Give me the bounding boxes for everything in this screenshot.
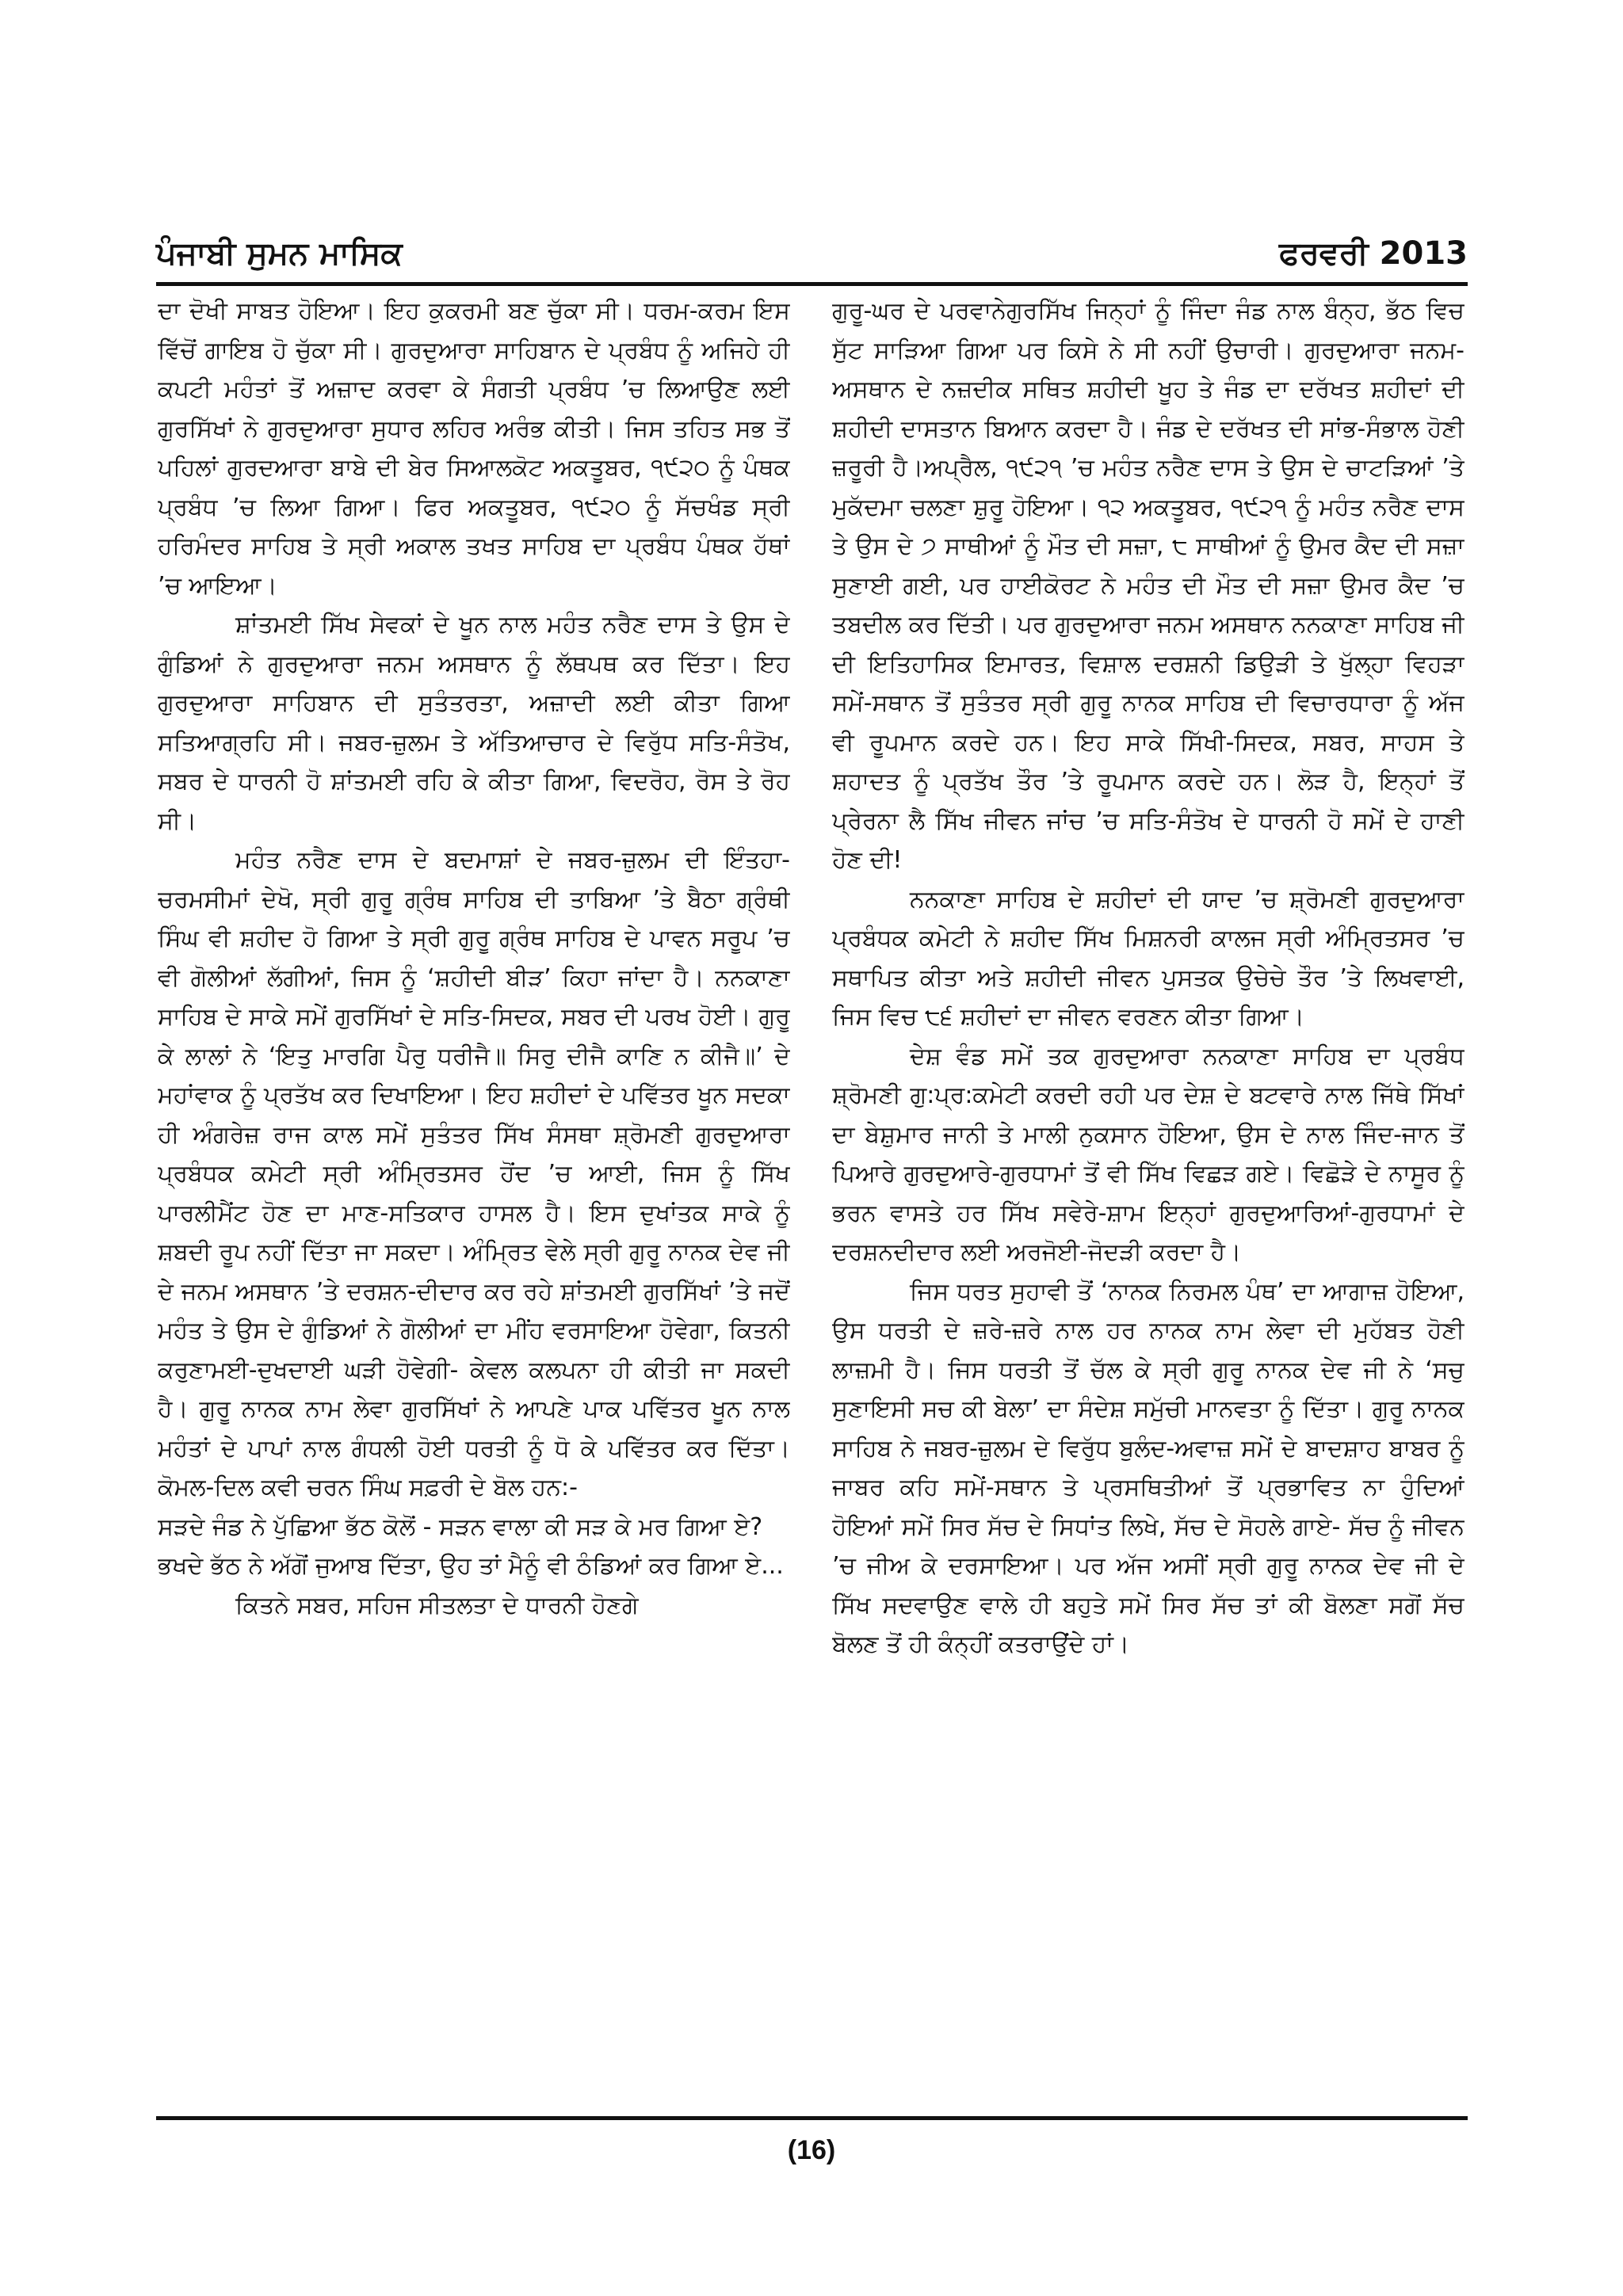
header-rule (156, 282, 1468, 286)
publication-title: ਪੰਜਾਬੀ ਸੁਮਨ ਮਾਸਿਕ (156, 235, 403, 272)
issue-date: ਫਰਵਰੀ 2013 (1278, 235, 1468, 272)
page-header (156, 230, 1468, 277)
paragraph: ਨਨਕਾਣਾ ਸਾਹਿਬ ਦੇ ਸ਼ਹੀਦਾਂ ਦੀ ਯਾਦ ’ਚ ਸ਼੍ਰੋਮਣੀ ਗੁਰਦੁਆਰਾ ਪ੍ਰਬੰਧਕ ਕਮੇਟੀ ਨੇ ਸ਼ਹੀਦ ਸਿੱਖ ਮਿਸ਼ਨਰੀ ਕਾਲਜ ਸ੍ਰੀ ਅੰਮ੍ਰਿਤਸਰ ’ਚ ਸਥਾਪਿਤ ਕੀਤਾ ਅਤੇ ਸ਼ਹੀਦੀ ਜੀਵਨ ਪੁਸਤਕ ਉਚੇਚੇ ਤੌਰ ’ਤੇ ਲਿਖਵਾਈ, ਜਿਸ ਵਿਚ ੮੬ ਸ਼ਹੀਦਾਂ ਦਾ ਜੀਵਨ ਵਰਣਨ ਕੀਤਾ ਗਿਆ। (832, 885, 1465, 1031)
page-number: (16) (787, 2135, 836, 2165)
paragraph: ਗੁਰੂ-ਘਰ ਦੇ ਪਰਵਾਨੇਗੁਰਸਿੱਖ ਜਿਨ੍ਹਾਂ ਨੂੰ ਜਿੰਦਾ ਜੰਡ ਨਾਲ ਬੰਨ੍ਹ, ਭੱਠ ਵਿਚ ਸੁੱਟ ਸਾੜਿਆ ਗਿਆ ਪਰ ਕਿਸੇ ਨੇ ਸੀ ਨਹੀਂ ਉਚਾਰੀ। ਗੁਰਦੁਆਰਾ ਜਨਮ-ਅਸਥਾਨ ਦੇ ਨਜ਼ਦੀਕ ਸਥਿਤ ਸ਼ਹੀਦੀ ਖੂਹ ਤੇ ਜੰਡ ਦਾ ਦਰੱਖਤ ਸ਼ਹੀਦਾਂ ਦੀ ਸ਼ਹੀਦੀ ਦਾਸਤਾਨ ਬਿਆਨ ਕਰਦਾ ਹੈ। ਜੰਡ ਦੇ ਦਰੱਖਤ ਦੀ ਸਾਂਭ-ਸੰਭਾਲ ਹੋਣੀ ਜ਼ਰੂਰੀ ਹੈ।ਅਪ੍ਰੈਲ, ੧੯੨੧ ’ਚ ਮਹੰਤ ਨਰੈਣ ਦਾਸ ਤੇ ਉਸ ਦੇ ਚਾਟੜਿਆਂ ’ਤੇ ਮੁਕੱਦਮਾ ਚਲਣਾ ਸ਼ੁਰੂ ਹੋਇਆ। ੧੨ ਅਕਤੂਬਰ, ੧੯੨੧ ਨੂੰ ਮਹੰਤ ਨਰੈਣ ਦਾਸ ਤੇ ਉਸ ਦੇ ੭ ਸਾਥੀਆਂ ਨੂੰ ਮੌਤ ਦੀ ਸਜ਼ਾ, ੮ ਸਾਥੀਆਂ ਨੂੰ ਉਮਰ ਕੈਦ ਦੀ ਸਜ਼ਾ ਸੁਣਾਈ ਗਈ, ਪਰ ਹਾਈਕੋਰਟ ਨੇ ਮਹੰਤ ਦੀ ਮੌਤ ਦੀ ਸਜ਼ਾ ਉਮਰ ਕੈਦ ’ਚ ਤਬਦੀਲ ਕਰ ਦਿੱਤੀ। ਪਰ ਗੁਰਦੁਆਰਾ ਜਨਮ ਅਸਥਾਨ ਨਨਕਾਣਾ ਸਾਹਿਬ ਜੀ ਦੀ ਇਤਿਹਾਸਿਕ ਇਮਾਰਤ, ਵਿਸ਼ਾਲ ਦਰਸ਼ਨੀ ਡਿਉੜੀ ਤੇ ਖੁੱਲ੍ਹਾ ਵਿਹੜਾ ਸਮੇਂ-ਸਥਾਨ ਤੋਂ ਸੁਤੰਤਰ ਸ੍ਰੀ ਗੁਰੂ ਨਾਨਕ ਸਾਹਿਬ ਦੀ ਵਿਚਾਰਧਾਰਾ ਨੂੰ ਅੱਜ ਵੀ ਰੂਪਮਾਨ ਕਰਦੇ ਹਨ। ਇਹ ਸਾਕੇ ਸਿੱਖੀ-ਸਿਦਕ, ਸਬਰ, ਸਾਹਸ ਤੇ ਸ਼ਹਾਦਤ ਨੂੰ ਪ੍ਰਤੱਖ ਤੌਰ ’ਤੇ ਰੂਪਮਾਨ ਕਰਦੇ ਹਨ। ਲੋੜ ਹੈ, ਇਨ੍ਹਾਂ ਤੋਂ ਪ੍ਰੇਰਨਾ ਲੈ ਸਿੱਖ ਜੀਵਨ ਜਾਂਚ ’ਚ ਸਤਿ-ਸੰਤੋਖ ਦੇ ਧਾਰਨੀ ਹੋ ਸਮੇਂ ਦੇ ਹਾਣੀ ਹੋਣ ਦੀ! (832, 297, 1465, 874)
paragraph: ਸ਼ਾਂਤਮਈ ਸਿੱਖ ਸੇਵਕਾਂ ਦੇ ਖੂਨ ਨਾਲ ਮਹੰਤ ਨਰੈਣ ਦਾਸ ਤੇ ਉਸ ਦੇ ਗੁੰਡਿਆਂ ਨੇ ਗੁਰਦੁਆਰਾ ਜਨਮ ਅਸਥਾਨ ਨੂੰ ਲੱਥਪਥ ਕਰ ਦਿੱਤਾ। ਇਹ ਗੁਰਦੁਆਰਾ ਸਾਹਿਬਾਨ ਦੀ ਸੁਤੰਤਰਤਾ, ਅਜ਼ਾਦੀ ਲਈ ਕੀਤਾ ਗਿਆ ਸਤਿਆਗ੍ਰਹਿ ਸੀ। ਜਬਰ-ਜ਼ੁਲਮ ਤੇ ਅੱਤਿਆਚਾਰ ਦੇ ਵਿਰੁੱਧ ਸਤਿ-ਸੰਤੋਖ, ਸਬਰ ਦੇ ਧਾਰਨੀ ਹੋ ਸ਼ਾਂਤਮਈ ਰਹਿ ਕੇ ਕੀਤਾ ਗਿਆ, ਵਿਦਰੋਹ, ਰੋਸ ਤੇ ਰੋਹ ਸੀ। (158, 611, 790, 835)
paragraph: ਕਿਤਨੇ ਸਬਰ, ਸਹਿਜ ਸੀਤਲਤਾ ਦੇ ਧਾਰਨੀ ਹੋਣਗੇ (235, 1591, 639, 1619)
footer-rule (156, 2116, 1468, 2120)
paragraph: ਦਾ ਦੋਖੀ ਸਾਬਤ ਹੋਇਆ। ਇਹ ਕੁਕਰਮੀ ਬਣ ਚੁੱਕਾ ਸੀ। ਧਰਮ-ਕਰਮ ਇਸ ਵਿੱਚੋਂ ਗਾਇਬ ਹੋ ਚੁੱਕਾ ਸੀ। ਗੁਰਦੁਆਰਾ ਸਾਹਿਬਾਨ ਦੇ ਪ੍ਰਬੰਧ ਨੂੰ ਅਜਿਹੇ ਹੀ ਕਪਟੀ ਮਹੰਤਾਂ ਤੋਂ ਅਜ਼ਾਦ ਕਰਵਾ ਕੇ ਸੰਗਤੀ ਪ੍ਰਬੰਧ ’ਚ ਲਿਆਉਣ ਲਈ ਗੁਰਸਿੱਖਾਂ ਨੇ ਗੁਰਦੁਆਰਾ ਸੁਧਾਰ ਲਹਿਰ ਅਰੰਭ ਕੀਤੀ। ਜਿਸ ਤਹਿਤ ਸਭ ਤੋਂ ਪਹਿਲਾਂ ਗੁਰਦਆਰਾ ਬਾਬੇ ਦੀ ਬੇਰ ਸਿਆਲਕੋਟ ਅਕਤੂਬਰ, ੧੯੨੦ ਨੂੰ ਪੰਥਕ ਪ੍ਰਬੰਧ ’ਚ ਲਿਆ ਗਿਆ। ਫਿਰ ਅਕਤੂਬਰ, ੧੯੨੦ ਨੂੰ ਸੱਚਖੰਡ ਸ੍ਰੀ ਹਰਿਮੰਦਰ ਸਾਹਿਬ ਤੇ ਸ੍ਰੀ ਅਕਾਲ ਤਖਤ ਸਾਹਿਬ ਦਾ ਪ੍ਰਬੰਧ ਪੰਥਕ ਹੱਥਾਂ ’ਚ ਆਇਆ। (158, 297, 790, 600)
paragraph: ਮਹੰਤ ਨਰੈਣ ਦਾਸ ਦੇ ਬਦਮਾਸ਼ਾਂ ਦੇ ਜਬਰ-ਜ਼ੁਲਮ ਦੀ ਇੰਤਹਾ-ਚਰਮਸੀਮਾਂ ਦੇਖੋ, ਸ੍ਰੀ ਗੁਰੂ ਗ੍ਰੰਥ ਸਾਹਿਬ ਦੀ ਤਾਬਿਆ ’ਤੇ ਬੈਠਾ ਗ੍ਰੰਥੀ ਸਿੰਘ ਵੀ ਸ਼ਹੀਦ ਹੋ ਗਿਆ ਤੇ ਸ੍ਰੀ ਗੁਰੂ ਗ੍ਰੰਥ ਸਾਹਿਬ ਦੇ ਪਾਵਨ ਸਰੂਪ ’ਚ ਵੀ ਗੋਲੀਆਂ ਲੱਗੀਆਂ, ਜਿਸ ਨੂੰ ‘ਸ਼ਹੀਦੀ ਬੀੜ’ ਕਿਹਾ ਜਾਂਦਾ ਹੈ। ਨਨਕਾਣਾ ਸਾਹਿਬ ਦੇ ਸਾਕੇ ਸਮੇਂ ਗੁਰਸਿੱਖਾਂ ਦੇ ਸਤਿ-ਸਿਦਕ, ਸਬਰ ਦੀ ਪਰਖ ਹੋਈ। ਗੁਰੂ ਕੇ ਲਾਲਾਂ ਨੇ ‘ਇਤੁ ਮਾਰਗਿ ਪੈਰੁ ਧਰੀਜੈ॥ ਸਿਰੁ ਦੀਜੈ ਕਾਣਿ ਨ ਕੀਜੈ॥’ ਦੇ ਮਹਾਂਵਾਕ ਨੂੰ ਪ੍ਰਤੱਖ ਕਰ ਦਿਖਾਇਆ। ਇਹ ਸ਼ਹੀਦਾਂ ਦੇ ਪਵਿੱਤਰ ਖੂਨ ਸਦਕਾ ਹੀ ਅੰਗਰੇਜ਼ ਰਾਜ ਕਾਲ ਸਮੇਂ ਸੁਤੰਤਰ ਸਿੱਖ ਸੰਸਥਾ ਸ਼੍ਰੋਮਣੀ ਗੁਰਦੁਆਰਾ ਪ੍ਰਬੰਧਕ ਕਮੇਟੀ ਸ੍ਰੀ ਅੰਮ੍ਰਿਤਸਰ ਹੋਂਦ ’ਚ ਆਈ, ਜਿਸ ਨੂੰ ਸਿੱਖ ਪਾਰਲੀਮੈਂਟ ਹੋਣ ਦਾ ਮਾਣ-ਸਤਿਕਾਰ ਹਾਸਲ ਹੈ। ਇਸ ਦੁਖਾਂਤਕ ਸਾਕੇ ਨੂੰ ਸ਼ਬਦੀ ਰੂਪ ਨਹੀਂ ਦਿੱਤਾ ਜਾ ਸਕਦਾ। ਅੰਮ੍ਰਿਤ ਵੇਲੇ ਸ੍ਰੀ ਗੁਰੂ ਨਾਨਕ ਦੇਵ ਜੀ ਦੇ ਜਨਮ ਅਸਥਾਨ ’ਤੇ ਦਰਸ਼ਨ-ਦੀਦਾਰ ਕਰ ਰਹੇ ਸ਼ਾਂਤਮਈ ਗੁਰਸਿੱਖਾਂ ’ਤੇ ਜਦੋਂ ਮਹੰਤ ਤੇ ਉਸ ਦੇ ਗੁੰਡਿਆਂ ਨੇ ਗੋਲੀਆਂ ਦਾ ਮੀਂਹ ਵਰਸਾਇਆ ਹੋਵੇਗਾ, ਕਿਤਨੀ ਕਰੁਣਾਮਈ-ਦੁਖਦਾਈ ਘੜੀ ਹੋਵੇਗੀ- ਕੇਵਲ ਕਲਪਨਾ ਹੀ ਕੀਤੀ ਜਾ ਸਕਦੀ ਹੈ। ਗੁਰੂ ਨਾਨਕ ਨਾਮ ਲੇਵਾ ਗੁਰਸਿੱਖਾਂ ਨੇ ਆਪਣੇ ਪਾਕ ਪਵਿੱਤਰ ਖੂਨ ਨਾਲ ਮਹੰਤਾਂ ਦੇ ਪਾਪਾਂ ਨਾਲ ਗੰਧਲੀ ਹੋਈ ਧਰਤੀ ਨੂੰ ਧੋ ਕੇ ਪਵਿੱਤਰ ਕਰ ਦਿੱਤਾ। ਕੋਮਲ-ਦਿਲ ਕਵੀ ਚਰਨ ਸਿੰਘ ਸਫ਼ਰੀ ਦੇ ਬੋਲ ਹਨ:- (158, 846, 790, 1501)
poem-line: ਭਖਦੇ ਭੱਠ ਨੇ ਅੱਗੋਂ ਜੁਆਬ ਦਿੱਤਾ, ਉਹ ਤਾਂ ਮੈਨੂੰ ਵੀ ਠੰਡਿਆਂ ਕਰ ਗਿਆ ਏ... (158, 1552, 784, 1580)
paragraph: ਦੇਸ਼ ਵੰਡ ਸਮੇਂ ਤਕ ਗੁਰਦੁਆਰਾ ਨਨਕਾਣਾ ਸਾਹਿਬ ਦਾ ਪ੍ਰਬੰਧ ਸ਼੍ਰੋਮਣੀ ਗੁ:ਪ੍ਰ:ਕਮੇਟੀ ਕਰਦੀ ਰਹੀ ਪਰ ਦੇਸ਼ ਦੇ ਬਟਵਾਰੇ ਨਾਲ ਜਿੱਥੇ ਸਿੱਖਾਂ ਦਾ ਬੇਸ਼ੁਮਾਰ ਜਾਨੀ ਤੇ ਮਾਲੀ ਨੁਕਸਾਨ ਹੋਇਆ, ਉਸ ਦੇ ਨਾਲ ਜਿੰਦ-ਜਾਨ ਤੋਂ ਪਿਆਰੇ ਗੁਰਦੁਆਰੇ-ਗੁਰਧਾਮਾਂ ਤੋਂ ਵੀ ਸਿੱਖ ਵਿਛੜ ਗਏ। ਵਿਛੋੜੇ ਦੇ ਨਾਸੂਰ ਨੂੰ ਭਰਨ ਵਾਸਤੇ ਹਰ ਸਿੱਖ ਸਵੇਰੇ-ਸ਼ਾਮ ਇਨ੍ਹਾਂ ਗੁਰਦੁਆਰਿਆਂ-ਗੁਰਧਾਮਾਂ ਦੇ ਦਰਸ਼ਨਦੀਦਾਰ ਲਈ ਅਰਜੋਈ-ਜੋਦੜੀ ਕਰਦਾ ਹੈ। (832, 1042, 1465, 1266)
paragraph: ਜਿਸ ਧਰਤ ਸੁਹਾਵੀ ਤੋਂ ‘ਨਾਨਕ ਨਿਰਮਲ ਪੰਥ’ ਦਾ ਆਗਾਜ਼ ਹੋਇਆ, ਉਸ ਧਰਤੀ ਦੇ ਜ਼ਰੇ-ਜ਼ਰੇ ਨਾਲ ਹਰ ਨਾਨਕ ਨਾਮ ਲੇਵਾ ਦੀ ਮੁਹੱਬਤ ਹੋਣੀ ਲਾਜ਼ਮੀ ਹੈ। ਜਿਸ ਧਰਤੀ ਤੋਂ ਚੱਲ ਕੇ ਸ੍ਰੀ ਗੁਰੂ ਨਾਨਕ ਦੇਵ ਜੀ ਨੇ ‘ਸਚੁ ਸੁਣਾਇਸੀ ਸਚ ਕੀ ਬੇਲਾ’ ਦਾ ਸੰਦੇਸ਼ ਸਮੁੱਚੀ ਮਾਨਵਤਾ ਨੂੰ ਦਿੱਤਾ। ਗੁਰੂ ਨਾਨਕ ਸਾਹਿਬ ਨੇ ਜਬਰ-ਜ਼ੁਲਮ ਦੇ ਵਿਰੁੱਧ ਬੁਲੰਦ-ਅਵਾਜ਼ ਸਮੇਂ ਦੇ ਬਾਦਸ਼ਾਹ ਬਾਬਰ ਨੂੰ ਜਾਬਰ ਕਹਿ ਸਮੇਂ-ਸਥਾਨ ਤੇ ਪ੍ਰਸਥਿਤੀਆਂ ਤੋਂ ਪ੍ਰਭਾਵਿਤ ਨਾ ਹੁੰਦਿਆਂ ਹੋਇਆਂ ਸਮੇਂ ਸਿਰ ਸੱਚ ਦੇ ਸਿਧਾਂਤ ਲਿਖੇ, ਸੱਚ ਦੇ ਸੋਹਲੇ ਗਾਏ- ਸੱਚ ਨੂੰ ਜੀਵਨ ’ਚ ਜੀਅ ਕੇ ਦਰਸਾਇਆ। ਪਰ ਅੱਜ ਅਸੀਂ ਸ੍ਰੀ ਗੁਰੂ ਨਾਨਕ ਦੇਵ ਜੀ ਦੇ ਸਿੱਖ ਸਦਵਾਉਣ ਵਾਲੇ ਹੀ ਬਹੁਤੇ ਸਮੇਂ ਸਿਰ ਸੱਚ ਤਾਂ ਕੀ ਬੋਲਣਾ ਸਗੋਂ ਸੱਚ ਬੋਲਣ ਤੋਂ ਹੀ ਕੰਨ੍ਹੀਂ ਕਤਰਾਉਂਦੇ ਹਾਂ। (832, 1277, 1465, 1658)
left-column (158, 292, 790, 2102)
poem-line: ਸੜਦੇ ਜੰਡ ਨੇ ਪੁੱਛਿਆ ਭੱਠ ਕੋਲੋਂ - ਸੜਨ ਵਾਲਾ ਕੀ ਸੜ ਕੇ ਮਰ ਗਿਆ ਏ? (158, 1512, 763, 1541)
right-column (832, 292, 1465, 2102)
